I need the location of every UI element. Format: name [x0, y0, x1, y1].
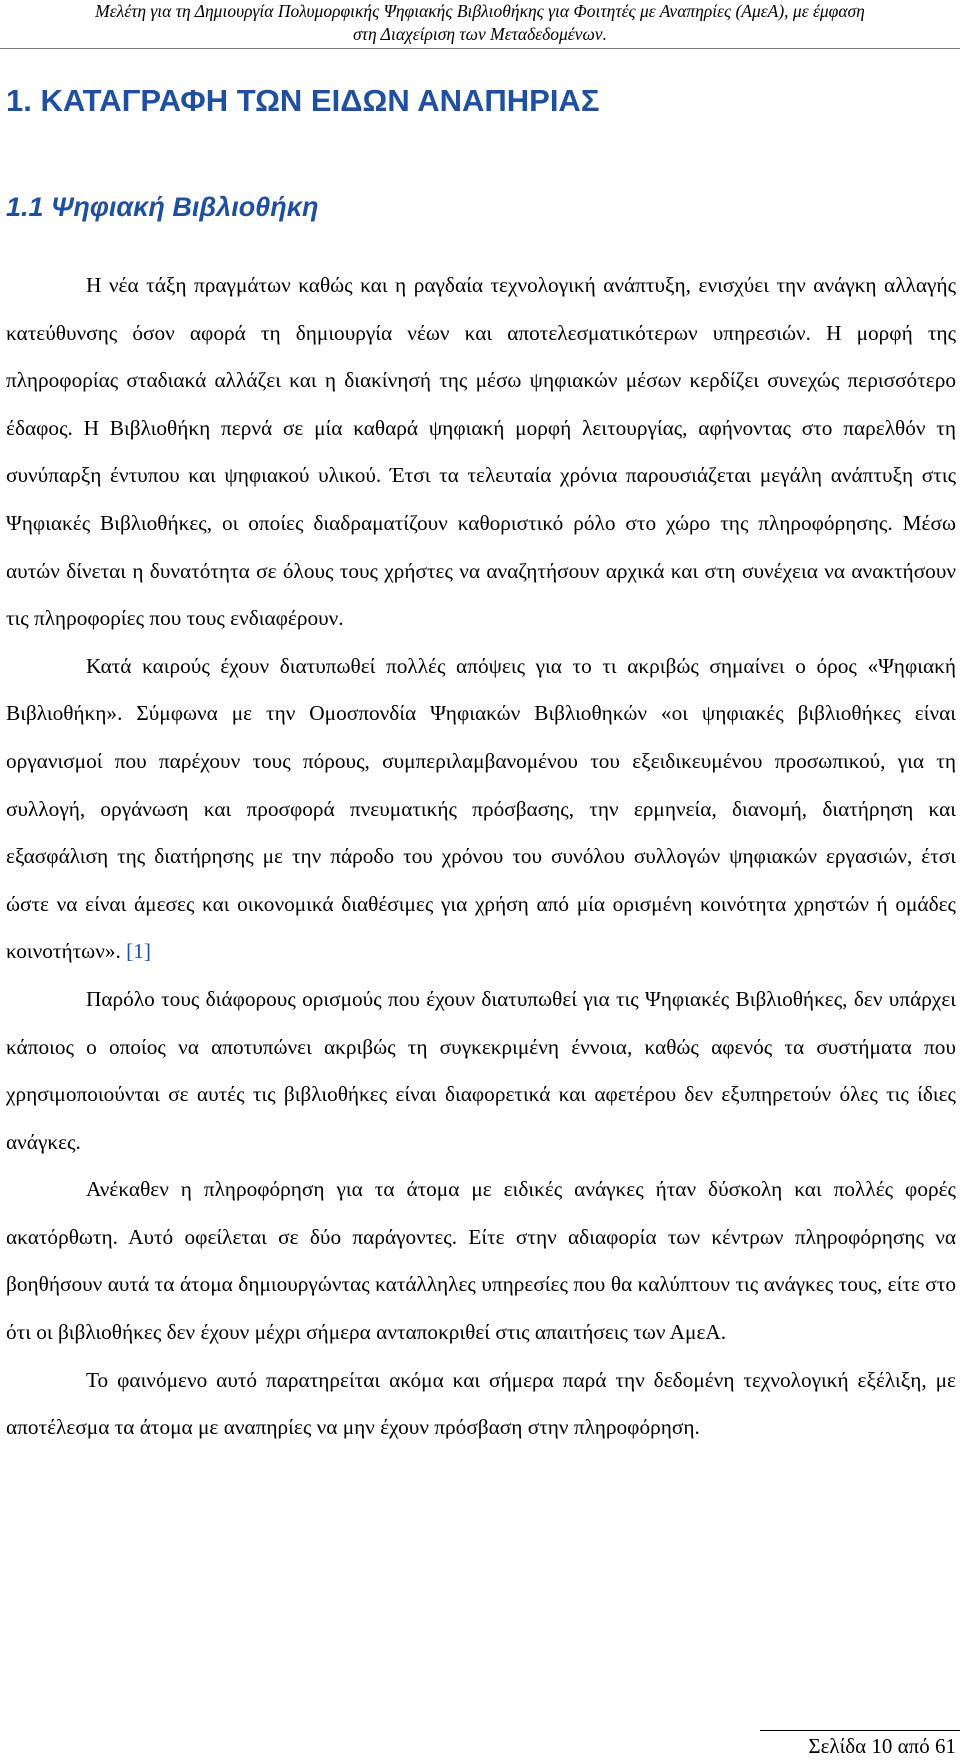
paragraph-1: [6, 262, 956, 643]
paragraph-4: [6, 1166, 956, 1356]
running-header-line-1: Μελέτη για τη Δημιουργία Πολυμορφικής Ψηφιακής Βιβλιοθήκης για Φοιτητές με Αναπηρίες (ΑμεΑ), με έμφαση: [95, 1, 865, 21]
body-text: [6, 262, 956, 1452]
running-header: [0, 0, 960, 46]
paragraph-4-text: Ανέκαθεν η πληροφόρηση για τα άτομα με ειδικές ανάγκες ήταν δύσκολη και πολλές φορές ακατόρθωτη. Αυτό οφείλεται σε δύο παράγοντες. Είτε στην αδιαφορία των κέντρων πληροφόρησης να βοηθήσουν αυτά τα άτομα δημιουργώντας κατάλληλες υπηρεσίες που θα καλύπτουν τις ανάγκες τους, είτε στο ότι οι βιβλιοθήκες δεν έχουν μέχρι σήμερα ανταποκριθεί στις απαιτήσεις των ΑμεΑ.: [6, 1177, 956, 1345]
citation-link[interactable]: [1]: [126, 939, 151, 964]
paragraph-5: [6, 1357, 956, 1452]
footer-divider: [760, 1730, 960, 1731]
header-divider: [0, 48, 960, 49]
paragraph-3-text: Παρόλο τους διάφορους ορισμούς που έχουν διατυπωθεί για τις Ψηφιακές Βιβλιοθήκες, δεν υπάρχει κάποιος ο οποίος να αποτυπώνει ακριβώς τη συγκεκριμένη έννοια, καθώς αφενός τα συστήματα που χρησιμοποιούνται σε αυτές τις βιβλιοθήκες είναι διαφορετικά και αφετέρου δεν εξυπηρετούν όλες τις ίδιες ανάγκες.: [6, 986, 956, 1154]
chapter-title: 1. ΚΑΤΑΓΡΑΦΗ ΤΩΝ ΕΙΔΩΝ ΑΝΑΠΗΡΙΑΣ: [6, 83, 600, 118]
page-number: Σελίδα 10 από 61: [808, 1734, 956, 1758]
paragraph-2: [6, 643, 956, 976]
paragraph-2-text: Κατά καιρούς έχουν διατυπωθεί πολλές απόψεις για το τι ακριβώς σημαίνει ο όρος «Ψηφιακή Βιβλιοθήκη». Σύμφωνα με την Ομοσπονδία Ψηφιακών Βιβλιοθηκών «οι ψηφιακές βιβλιοθήκες είναι οργανισμοί που παρέχουν τους πόρους, συμπεριλαμβανομένου του εξειδικευμένου προσωπικού, για τη συλλογή, οργάνωση και προσφορά πνευματικής πρόσβασης, την ερμηνεία, διανομή, διατήρηση και εξασφάλιση της διατήρησης με την πάροδο του χρόνου του συνόλου συλλογών ψηφιακών εργασιών, έτσι ώστε να είναι άμεσες και οικονομικά διαθέσιμες για χρήση από μία ορισμένη κοινότητα χρηστών ή ομάδες κοινοτήτων».: [6, 653, 956, 964]
paragraph-3: [6, 976, 956, 1166]
paragraph-5-text: Το φαινόμενο αυτό παρατηρείται ακόμα και σήμερα παρά την δεδομένη τεχνολογική εξέλιξη, με αποτέλεσμα τα άτομα με αναπηρίες να μην έχουν πρόσβαση στην πληροφόρηση.: [6, 1367, 956, 1440]
running-header-line-2: στη Διαχείριση των Μεταδεδομένων.: [353, 24, 607, 44]
section-title: 1.1 Ψηφιακή Βιβλιοθήκη: [6, 192, 319, 222]
paragraph-1-text: Η νέα τάξη πραγμάτων καθώς και η ραγδαία τεχνολογική ανάπτυξη, ενισχύει την ανάγκη αλλαγής κατεύθυνσης όσον αφορά τη δημιουργία νέων και αποτελεσματικότερων υπηρεσιών. Η μορφή της πληροφορίας σταδιακά αλλάζει και η διακίνησή της μέσω ψηφιακών μέσων κερδίζει συνεχώς περισσότερο έδαφος. Η Βιβλιοθήκη περνά σε μία καθαρά ψηφιακή μορφή λειτουργίας, αφήνοντας στο παρελθόν τη συνύπαρξη έντυπου και ψηφιακού υλικού. Έτσι τα τελευταία χρόνια παρουσιάζεται μεγάλη ανάπτυξη στις Ψηφιακές Βιβλιοθήκες, οι οποίες διαδραματίζουν καθοριστικό ρόλο στο χώρο της πληροφόρησης. Μέσω αυτών δίνεται η δυνατότητα σε όλους τους χρήστες να αναζητήσουν αρχικά και στη συνέχεια να ανακτήσουν τις πληροφορίες που τους ενδιαφέρουν.: [6, 273, 956, 631]
